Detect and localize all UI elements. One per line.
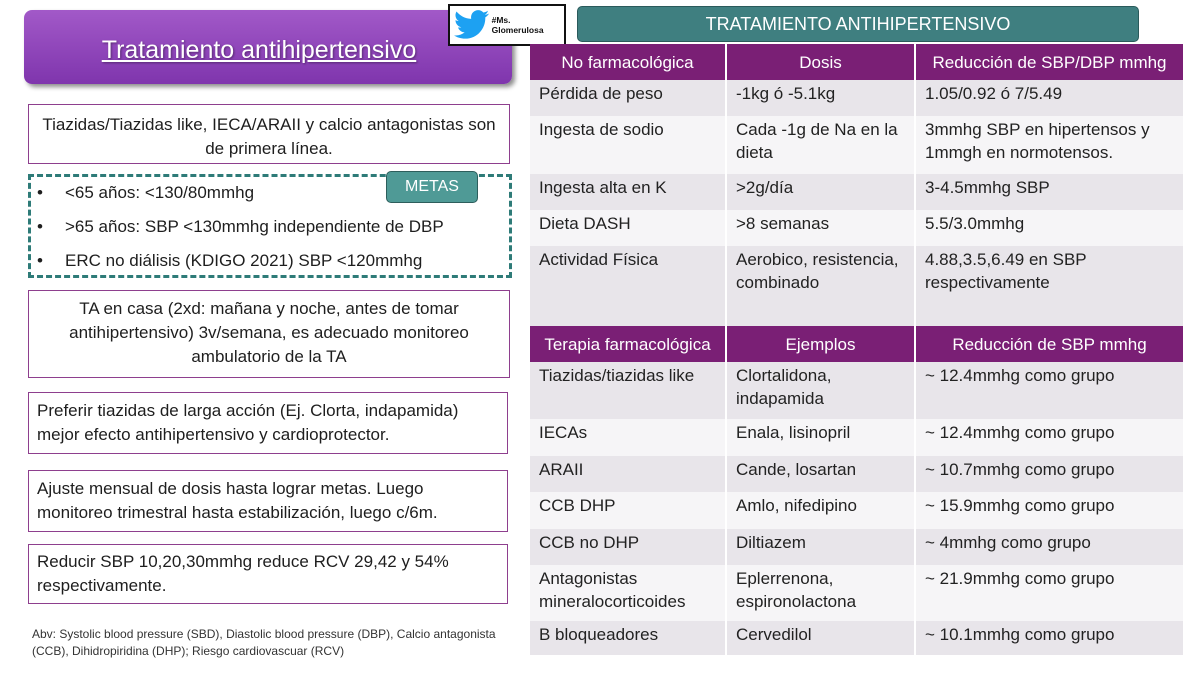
table-cell: Eplerrenona, espironolactona (726, 565, 915, 621)
table-cell: Ingesta alta en K (530, 174, 726, 210)
table-cell: IECAs (530, 419, 726, 456)
table-cell: ~ 12.4mmhg como grupo (915, 419, 1184, 456)
table-cell: CCB DHP (530, 492, 726, 529)
table-cell: Tiazidas/tiazidas like (530, 362, 726, 419)
table-row (530, 116, 1184, 174)
metas-badge: METAS (386, 171, 478, 203)
thiazides-note: Preferir tiazidas de larga acción (Ej. Clorta, indapamida) mejor efecto antihipertensivo y cardioprotector. (28, 392, 508, 454)
home-bp-note: TA en casa (2xd: mañana y noche, antes de tomar antihipertensivo) 3v/semana, es adecuado monitoreo ambulatorio de la TA (28, 290, 510, 378)
dose-adjust-note: Ajuste mensual de dosis hasta lograr metas. Luego monitoreo trimestral hasta estabilización, luego c/6m. (28, 470, 508, 532)
table-row (530, 565, 1184, 621)
table-cell: >2g/día (726, 174, 915, 210)
table-cell: ~ 10.7mmhg como grupo (915, 456, 1184, 492)
table-cell: Aerobico, resistencia, combinado (726, 246, 915, 326)
column-header: Ejemplos (726, 326, 915, 362)
table-cell: 1.05/0.92 ó 7/5.49 (915, 80, 1184, 116)
pharm-header-row (530, 326, 1184, 362)
table-cell: Diltiazem (726, 529, 915, 565)
twitter-bird-icon (454, 10, 490, 40)
table-cell: 3mmhg SBP en hipertensos y 1mmgh en normotensos. (915, 116, 1184, 174)
meta-text: ERC no diálisis (KDIGO 2021) SBP <120mmhg (65, 251, 423, 270)
table-cell: Dieta DASH (530, 210, 726, 246)
column-header: Reducción de SBP mmhg (915, 326, 1184, 362)
table-cell: 4.88,3.5,6.49 en SBP respectivamente (915, 246, 1184, 326)
table-cell: ARAII (530, 456, 726, 492)
table-cell: ~ 15.9mmhg como grupo (915, 492, 1184, 529)
page-title: Tratamiento antihipertensivo (101, 36, 417, 64)
table-title: TRATAMIENTO ANTIHIPERTENSIVO (577, 6, 1139, 42)
table-cell: Actividad Física (530, 246, 726, 326)
bullet-icon: • (37, 251, 43, 270)
table-cell: Cande, losartan (726, 456, 915, 492)
first-line-note: Tiazidas/Tiazidas like, IECA/ARAII y calcio antagonistas son de primera línea. (28, 104, 510, 164)
column-header: Terapia farmacológica (530, 326, 726, 362)
table-row (530, 246, 1184, 326)
abbreviations-footnote: Abv: Systolic blood pressure (SBD), Diastolic blood pressure (DBP), Calcio antagonista (CCB), Dihidropiridina (DHP); Riesgo cardiovascuar (RCV) (32, 627, 496, 658)
column-header: No farmacológica (530, 44, 726, 80)
table-cell: ~ 21.9mmhg como grupo (915, 565, 1184, 621)
table-cell: Ingesta de sodio (530, 116, 726, 174)
column-header: Reducción de SBP/DBP mmhg (915, 44, 1184, 80)
handle-text: #Ms. Glomerulosa (491, 15, 544, 35)
table-cell: B bloqueadores (530, 621, 726, 655)
table-cell: Cada -1g de Na en la dieta (726, 116, 915, 174)
meta-text: <65 años: <130/80mmhg (65, 183, 255, 202)
table-cell: 5.5/3.0mmhg (915, 210, 1184, 246)
table-row (530, 419, 1184, 456)
table-row (530, 492, 1184, 529)
table-row (530, 621, 1184, 655)
table-row (530, 174, 1184, 210)
table-cell: 3-4.5mmhg SBP (915, 174, 1184, 210)
table-cell: Antagonistas mineralocorticoides (530, 565, 726, 621)
table-row (530, 529, 1184, 565)
treatment-table (530, 44, 1185, 655)
title-banner (24, 10, 512, 84)
table-cell: ~ 12.4mmhg como grupo (915, 362, 1184, 419)
table-cell: Pérdida de peso (530, 80, 726, 116)
table-cell: Enala, lisinopril (726, 419, 915, 456)
column-header: Dosis (726, 44, 915, 80)
non-pharm-header-row (530, 44, 1184, 80)
meta-text: >65 años: SBP <130mmhg independiente de DBP (65, 217, 444, 236)
table-cell: Cervedilol (726, 621, 915, 655)
bullet-icon: • (37, 217, 43, 236)
table-cell: -1kg ó -5.1kg (726, 80, 915, 116)
table-cell: ~ 10.1mmhg como grupo (915, 621, 1184, 655)
table-cell: Clortalidona, indapamida (726, 362, 915, 419)
table-cell: CCB no DHP (530, 529, 726, 565)
bullet-icon: • (37, 183, 43, 202)
cv-risk-note: Reducir SBP 10,20,30mmhg reduce RCV 29,42 y 54% respectivamente. (28, 544, 508, 604)
table-row (530, 456, 1184, 492)
table-cell: >8 semanas (726, 210, 915, 246)
table-row (530, 210, 1184, 246)
table-cell: ~ 4mmhg como grupo (915, 529, 1184, 565)
author-handle[interactable] (448, 4, 566, 46)
table-cell: Amlo, nifedipino (726, 492, 915, 529)
table-row (530, 80, 1184, 116)
table-row (530, 362, 1184, 419)
